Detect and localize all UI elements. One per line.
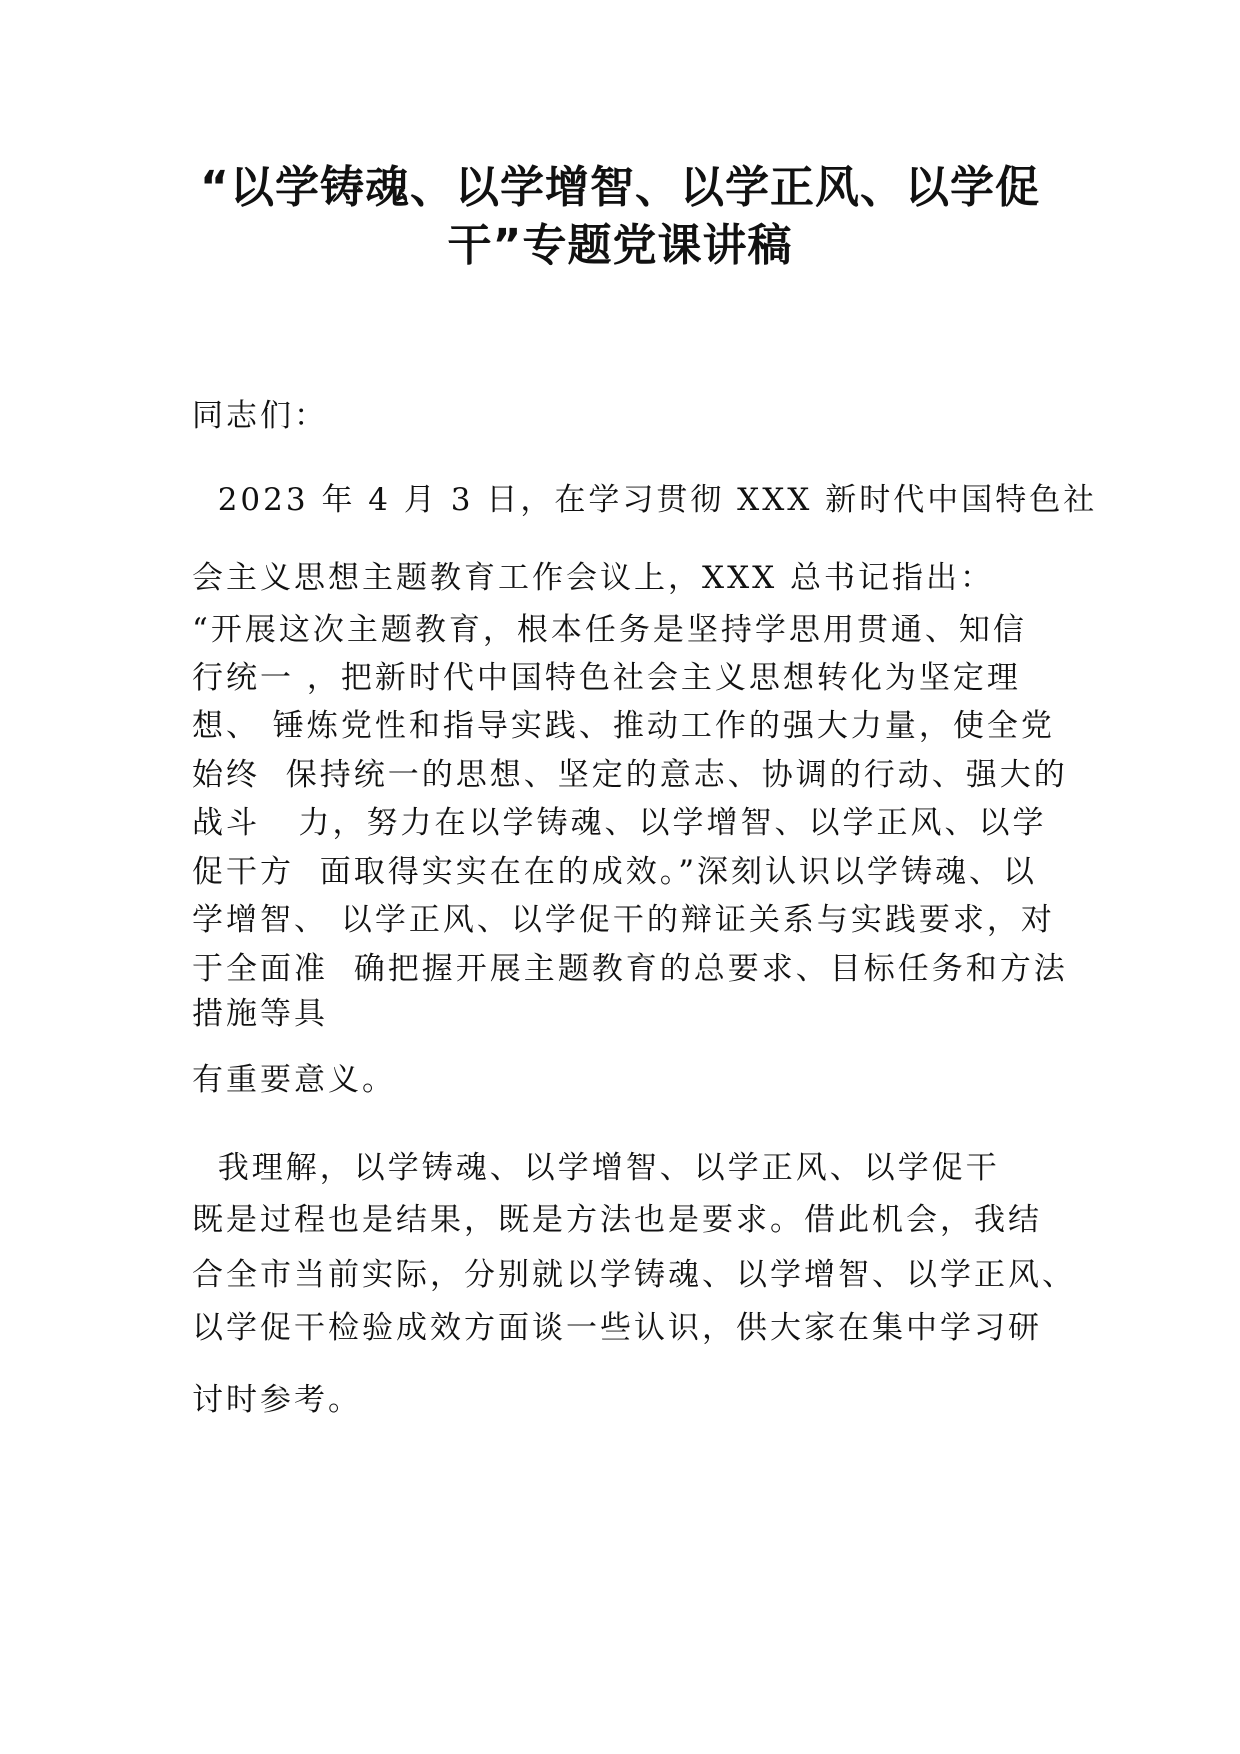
paragraph1-tail: 有重要意义。 <box>192 1062 396 1098</box>
paragraph2-line: 合全市当前实际，分别就以学铸魂、以学增智、以学正风、 <box>192 1257 1076 1293</box>
paragraph1-line: 学增智、 以学正风、以学促干的辩证关系与实践要求，对 <box>192 902 1055 938</box>
document-title-line-2: 干”专题党课讲稿 <box>447 220 793 271</box>
paragraph1-line: 促干方 面取得实实在在的成效。”深刻认识以学铸魂、以 <box>192 854 1038 890</box>
paragraph1-line: 措施等具 <box>192 996 328 1032</box>
paragraph1-line: 想、 锤炼党性和指导实践、推动工作的强大力量，使全党 <box>192 708 1055 744</box>
paragraph1-line: 于全面准 确把握开展主题教育的总要求、目标任务和方法 <box>192 951 1068 987</box>
paragraph1-line: 始终 保持统一的思想、坚定的意志、协调的行动、强大的 <box>192 757 1068 793</box>
paragraph1-line: “开展这次主题教育，根本任务是坚持学思用贯通、知信 <box>192 612 1027 648</box>
paragraph2-line: 既是过程也是结果，既是方法也是要求。借此机会，我结 <box>192 1202 1042 1238</box>
document-title-line-1: “以学铸魂、以学增智、以学正风、以学促 <box>200 162 1040 213</box>
paragraph2-tail: 讨时参考。 <box>192 1382 362 1418</box>
paragraph1-line: 战斗 力，努力在以学铸魂、以学增智、以学正风、以学 <box>192 805 1047 841</box>
paragraph1-line: 会主义思想主题教育工作会议上，XXX 总书记指出： <box>192 560 995 596</box>
paragraph2-line: 我理解，以学铸魂、以学增智、以学正风、以学促干 <box>192 1150 1000 1186</box>
salutation: 同志们： <box>192 398 328 434</box>
paragraph2-line: 以学促干检验成效方面谈一些认识，供大家在集中学习研 <box>192 1310 1042 1346</box>
paragraph1-line: 2023 年 4 月 3 日，在学习贯彻 XXX 新时代中国特色社 <box>192 482 1098 518</box>
paragraph1-line: 行统一 ，把新时代中国特色社会主义思想转化为坚定理 <box>192 660 1021 696</box>
